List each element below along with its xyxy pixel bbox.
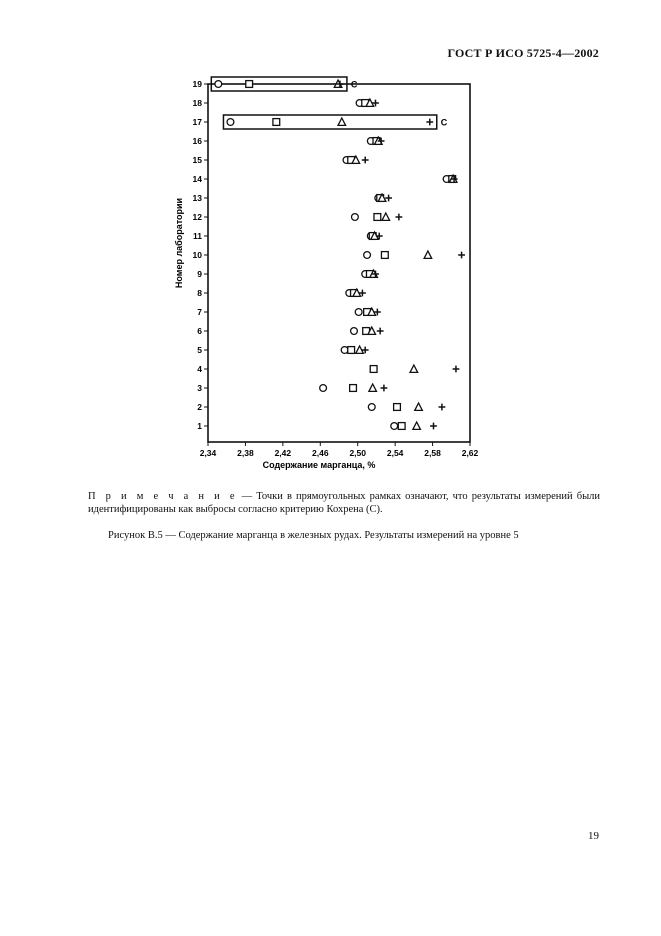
data-point-plus [362, 157, 369, 164]
y-tick-label: 11 [193, 231, 202, 241]
data-point-square [350, 385, 357, 392]
x-tick-label: 2,34 [199, 448, 217, 458]
x-tick-label: 2,54 [386, 448, 404, 458]
data-point-square [374, 214, 381, 221]
data-point-square [394, 404, 401, 411]
data-point-circle [364, 252, 371, 259]
data-point-triangle [410, 365, 418, 372]
y-tick-label: 2 [197, 402, 202, 412]
y-tick-label: 4 [197, 364, 202, 374]
data-point-circle [320, 385, 327, 392]
data-point-circle [227, 119, 234, 126]
data-point-square [246, 81, 253, 88]
y-tick-label: 8 [197, 288, 202, 298]
y-tick-label: 5 [197, 345, 202, 355]
y-tick-label: 13 [192, 193, 202, 203]
outlier-flag: C [440, 117, 448, 128]
data-point-square [273, 119, 280, 126]
data-point-circle [368, 404, 375, 411]
x-tick-label: 2,38 [237, 448, 254, 458]
data-point-square [381, 252, 388, 259]
data-point-circle [215, 81, 222, 88]
data-point-square [398, 423, 405, 430]
y-tick-label: 7 [197, 307, 202, 317]
data-point-plus [426, 119, 433, 126]
data-point-triangle [424, 251, 432, 258]
outlier-box [223, 115, 436, 129]
data-point-plus [377, 328, 384, 335]
document-header: ГОСТ Р ИСО 5725-4—2002 [447, 46, 599, 60]
note-text: — Точки в прямоугольных рамках означают, что результаты измерений были идентифицированы как выбросы согласно критерию Кохрена (С). [88, 491, 600, 515]
figure-note [88, 490, 600, 516]
data-point-plus [430, 423, 437, 430]
x-tick-label: 2,46 [312, 448, 329, 458]
y-tick-label: 15 [192, 155, 202, 165]
x-tick-label: 2,58 [424, 448, 441, 458]
x-tick-label: 2,42 [274, 448, 292, 458]
data-point-plus [381, 385, 388, 392]
data-point-square [348, 347, 355, 354]
data-point-circle [352, 214, 359, 221]
data-point-circle [341, 347, 348, 354]
scatter-chart [150, 70, 490, 470]
y-tick-label: 1 [197, 421, 202, 431]
data-point-triangle [382, 213, 390, 220]
data-point-circle [391, 423, 398, 430]
data-point-circle [351, 328, 358, 335]
data-point-triangle [415, 403, 423, 410]
x-tick-label: 2,50 [349, 448, 366, 458]
y-axis-label: Номер лаборатории [174, 197, 184, 289]
y-tick-label: 17 [192, 117, 202, 127]
x-axis-label: Содержание марганца, % [262, 460, 376, 470]
outlier-flag: C [350, 79, 358, 90]
data-point-triangle [413, 422, 421, 429]
plot-frame [208, 84, 470, 442]
y-tick-label: 16 [192, 136, 202, 146]
figure-caption: Рисунок В.5 — Содержание марганца в железных рудах. Результаты измерений на уровне 5 [108, 530, 519, 541]
y-tick-label: 12 [192, 212, 202, 222]
data-point-plus [395, 214, 402, 221]
data-point-plus [458, 252, 465, 259]
y-tick-label: 10 [192, 250, 202, 260]
data-point-plus [453, 366, 460, 373]
y-tick-label: 9 [197, 269, 202, 279]
data-point-circle [355, 309, 362, 316]
note-prefix: П р и м е ч а н и е [88, 491, 238, 502]
y-tick-label: 14 [192, 174, 202, 184]
y-tick-label: 6 [197, 326, 202, 336]
data-point-triangle [338, 118, 346, 125]
data-point-plus [439, 404, 446, 411]
y-tick-label: 3 [197, 383, 202, 393]
page-number: 19 [588, 830, 599, 842]
data-point-square [370, 366, 377, 373]
data-point-triangle [369, 384, 377, 391]
y-tick-label: 18 [192, 98, 202, 108]
data-point-plus [385, 195, 392, 202]
y-tick-label: 19 [192, 79, 202, 89]
x-tick-label: 2,62 [461, 448, 479, 458]
